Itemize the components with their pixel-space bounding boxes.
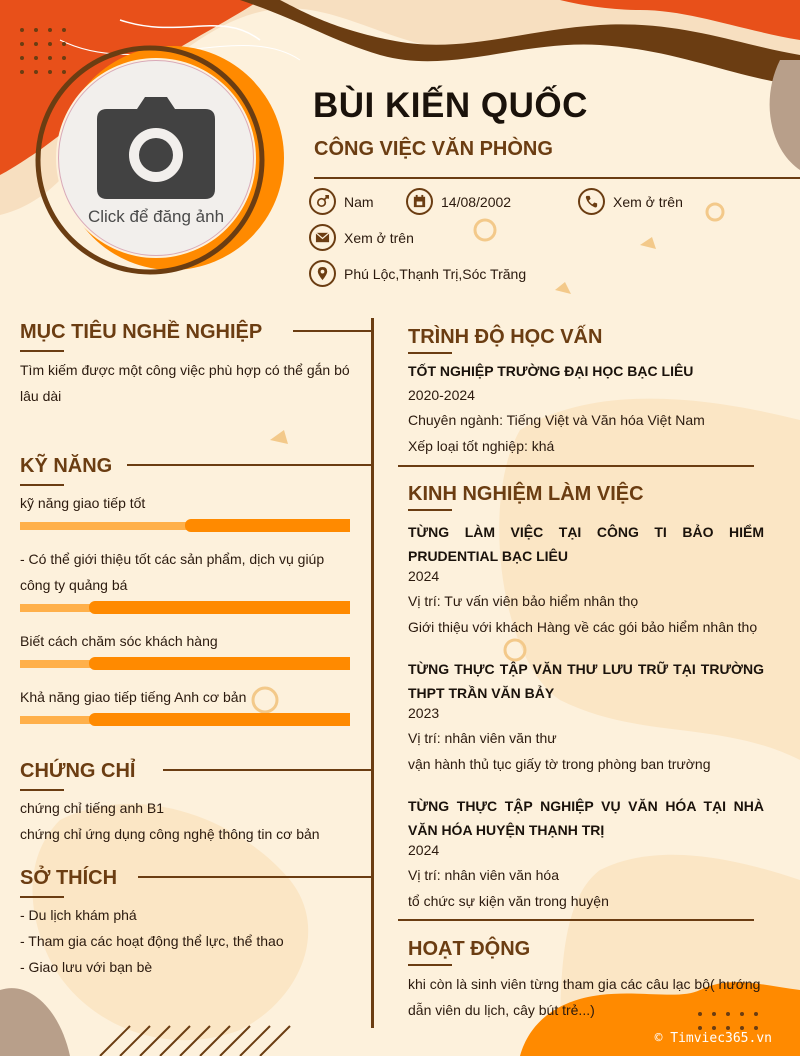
section-separator — [398, 919, 754, 921]
objective-heading: MỤC TIÊU NGHỀ NGHIỆP — [20, 321, 263, 343]
objective-text: Tìm kiếm được một công việc phù hợp có thể gắn bó lâu dài — [20, 362, 350, 404]
objective-underline — [20, 350, 64, 352]
gender-value: Nam — [344, 194, 374, 210]
skill-3-text: Biết cách chăm sóc khách hàng — [20, 633, 218, 649]
job-3-org: TỪNG THỰC TẬP NGHIỆP VỤ VĂN HÓA TẠI NHÀ VĂN HÓA HUYỆN THẠNH TRỊ — [408, 798, 764, 838]
skill-2-text: - Có thể giới thiệu tốt các sản phẩm, dịch vụ giúp công ty quảng bá — [20, 551, 325, 593]
experience-underline — [408, 509, 452, 511]
job-2-role: Vị trí: nhân viên văn thư — [408, 730, 557, 746]
gender-icon — [309, 188, 336, 215]
hobby-item: - Du lịch khám phá — [20, 907, 137, 923]
skills-heading-line — [127, 464, 373, 466]
certificate-item: chứng chỉ ứng dụng công nghệ thông tin cơ bản — [20, 826, 320, 842]
phone-icon — [578, 188, 605, 215]
education-heading: TRÌNH ĐỘ HỌC VẤN — [408, 326, 603, 348]
certificates-heading-line — [163, 769, 373, 771]
experience-heading: KINH NGHIỆM LÀM VIỆC — [408, 483, 644, 505]
skills-underline — [20, 484, 64, 486]
activities-text: khi còn là sinh viên từng tham gia các câu lạc bộ( hướng dẫn viên du lịch, cây bút trẻ...) — [408, 976, 761, 1018]
hobby-item: - Giao lưu với bạn bè — [20, 959, 153, 975]
education-underline — [408, 352, 452, 354]
phone-value: Xem ở trên — [613, 194, 683, 210]
section-separator — [398, 465, 754, 467]
job-1-desc: Giới thiệu với khách Hàng về các gói bảo hiểm nhân thọ — [408, 619, 758, 635]
column-divider — [371, 318, 374, 1028]
hobbies-underline — [20, 896, 64, 898]
certificates-underline — [20, 789, 64, 791]
email-icon — [309, 224, 336, 251]
skill-1-text: kỹ năng giao tiếp tốt — [20, 495, 146, 511]
photo-upload[interactable] — [58, 60, 254, 256]
job-title: CÔNG VIỆC VĂN PHÒNG — [314, 138, 553, 160]
watermark: © Timviec365.vn — [654, 1031, 772, 1046]
education-major: Chuyên ngành: Tiếng Việt và Văn hóa Việt Nam — [408, 412, 705, 428]
hobbies-heading-line — [138, 876, 373, 878]
skill-4-text: Khả năng giao tiếp tiếng Anh cơ bản — [20, 689, 247, 705]
job-1-year: 2024 — [408, 568, 440, 584]
address-value: Phú Lộc,Thạnh Trị,Sóc Trăng — [344, 266, 527, 282]
location-icon — [309, 260, 336, 287]
job-1-role: Vị trí: Tư vấn viên bảo hiểm nhân thọ — [408, 593, 639, 609]
header-divider — [314, 177, 800, 179]
activities-heading: HOẠT ĐỘNG — [408, 938, 531, 960]
education-school: TỐT NGHIỆP TRƯỜNG ĐẠI HỌC BẠC LIÊU — [408, 363, 694, 379]
objective-heading-line — [293, 330, 373, 332]
skill-1-bar — [20, 519, 350, 532]
education-years: 2020-2024 — [408, 387, 475, 403]
certificates-heading: CHỨNG CHỈ — [20, 760, 136, 782]
email-value: Xem ở trên — [344, 230, 414, 246]
job-3-desc: tổ chức sự kiện văn trong huyện — [408, 893, 609, 909]
job-3-year: 2024 — [408, 842, 440, 858]
activities-underline — [408, 964, 452, 966]
job-2-org: TỪNG THỰC TẬP VĂN THƯ LƯU TRỮ TẠI TRƯỜNG THPT TRẦN VĂN BẢY — [408, 661, 764, 701]
job-2-desc: vận hành thủ tục giấy tờ trong phòng ban trường — [408, 756, 711, 772]
certificate-item: chứng chỉ tiếng anh B1 — [20, 800, 165, 816]
skill-4-bar — [20, 713, 350, 726]
photo-caption: Click để đăng ảnh — [87, 207, 225, 226]
camera-icon — [97, 97, 215, 199]
hobby-item: - Tham gia các hoạt động thể lực, thể thao — [20, 933, 284, 949]
job-1-org: TỪNG LÀM VIỆC TẠI CÔNG TI BẢO HIỂM PRUDENTIAL BẠC LIÊU — [408, 524, 764, 564]
candidate-name: BÙI KIẾN QUỐC — [313, 86, 588, 125]
education-grade: Xếp loại tốt nghiệp: khá — [408, 438, 555, 454]
skills-heading: KỸ NĂNG — [20, 455, 113, 477]
birthday-value: 14/08/2002 — [441, 194, 512, 210]
job-2-year: 2023 — [408, 705, 440, 721]
calendar-icon — [406, 188, 433, 215]
skill-2-bar — [20, 601, 350, 614]
hobbies-heading: SỞ THÍCH — [20, 867, 118, 889]
skill-3-bar — [20, 657, 350, 670]
job-3-role: Vị trí: nhân viên văn hóa — [408, 867, 559, 883]
